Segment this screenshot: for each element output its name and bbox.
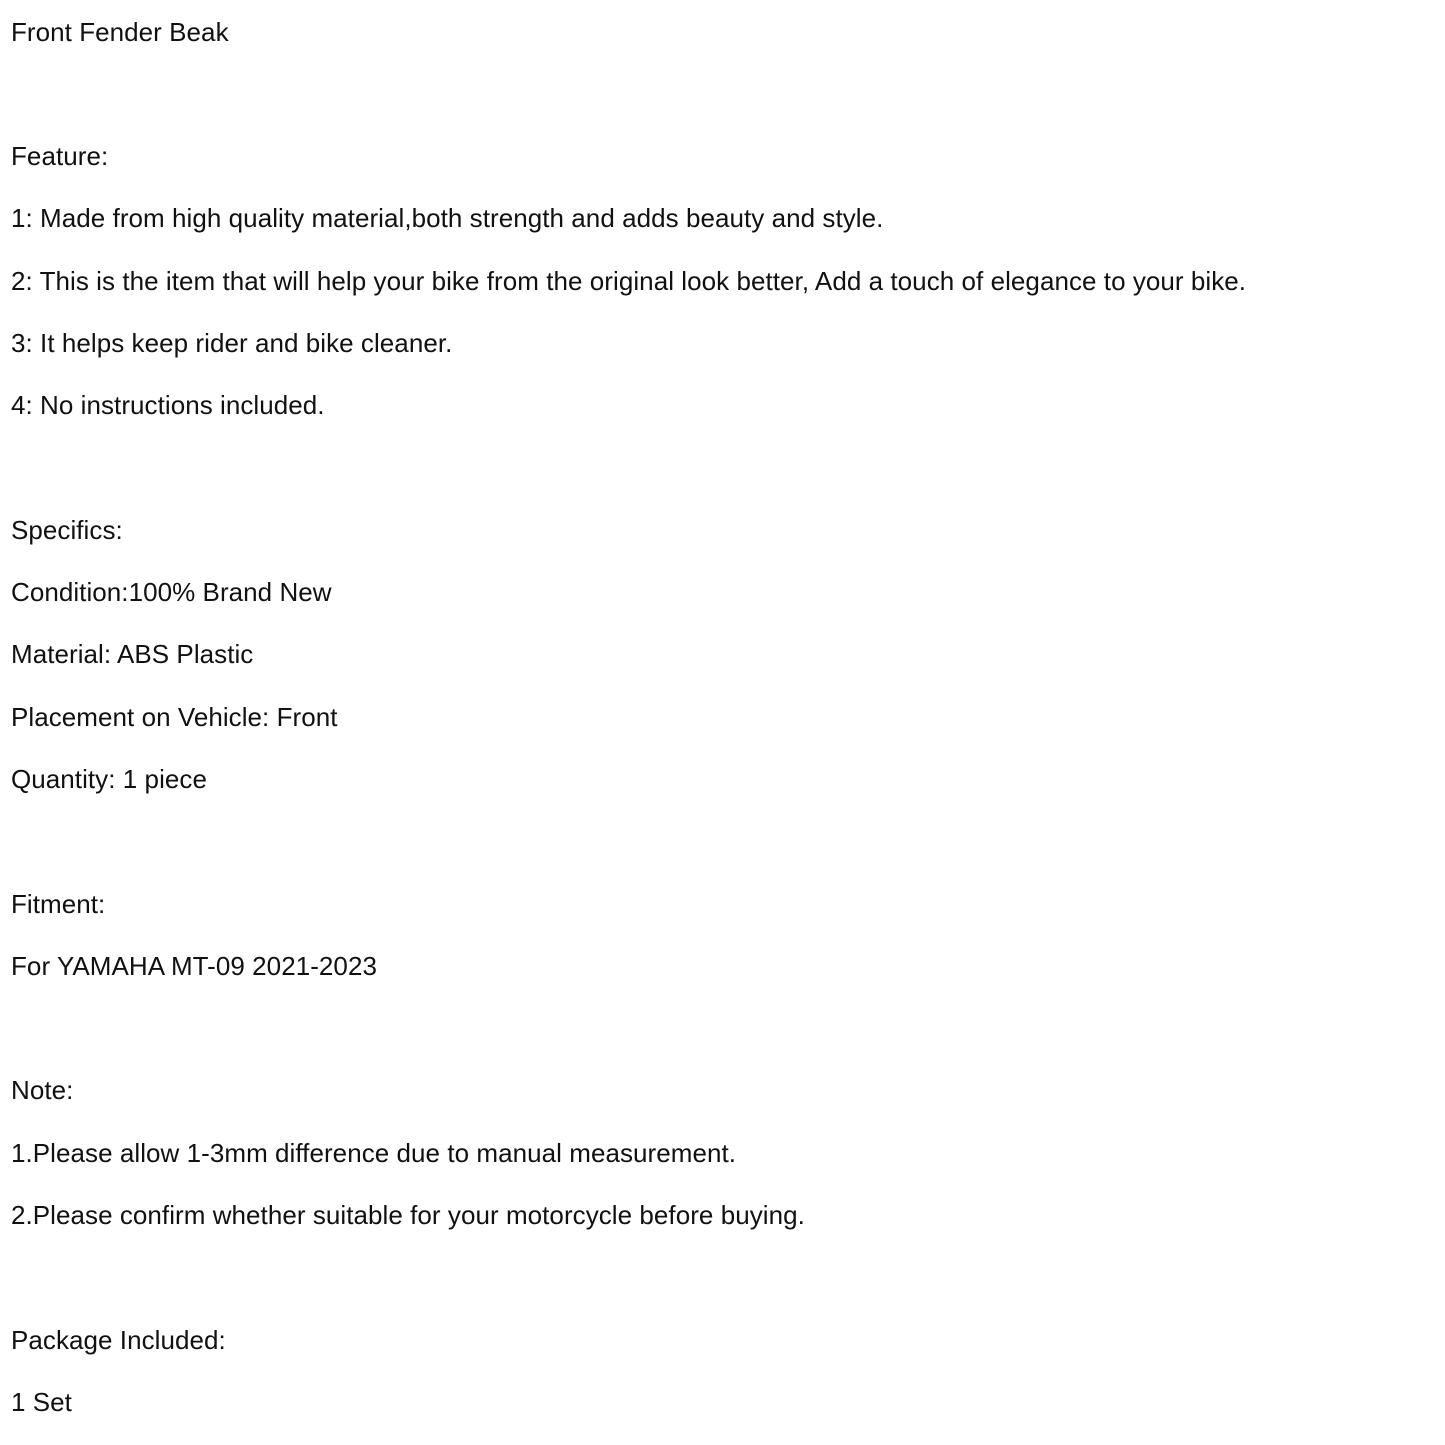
specifics-heading: Specifics: xyxy=(11,515,123,545)
feature-item: 2: This is the item that will help your bike from the original look better, Add a touch of elegance to your bike. xyxy=(11,266,1247,296)
feature-item: 1: Made from high quality material,both strength and adds beauty and style. xyxy=(11,203,884,233)
feature-heading: Feature: xyxy=(11,141,109,171)
package-item: 1 Set xyxy=(11,1387,72,1417)
specifics-item: Condition:100% Brand New xyxy=(11,577,332,607)
specifics-item: Material: ABS Plastic xyxy=(11,639,254,669)
page-title: Front Fender Beak xyxy=(11,17,229,47)
note-item: 1.Please allow 1-3mm difference due to manual measurement. xyxy=(11,1138,737,1168)
note-item: 2.Please confirm whether suitable for your motorcycle before buying. xyxy=(11,1200,805,1230)
specifics-item: Placement on Vehicle: Front xyxy=(11,702,338,732)
note-heading: Note: xyxy=(11,1075,74,1105)
fitment-heading: Fitment: xyxy=(11,889,106,919)
fitment-item: For YAMAHA MT-09 2021-2023 xyxy=(11,951,377,981)
feature-item: 4: No instructions included. xyxy=(11,390,325,420)
specifics-item: Quantity: 1 piece xyxy=(11,764,207,794)
package-heading: Package Included: xyxy=(11,1325,226,1355)
feature-item: 3: It helps keep rider and bike cleaner. xyxy=(11,328,453,358)
